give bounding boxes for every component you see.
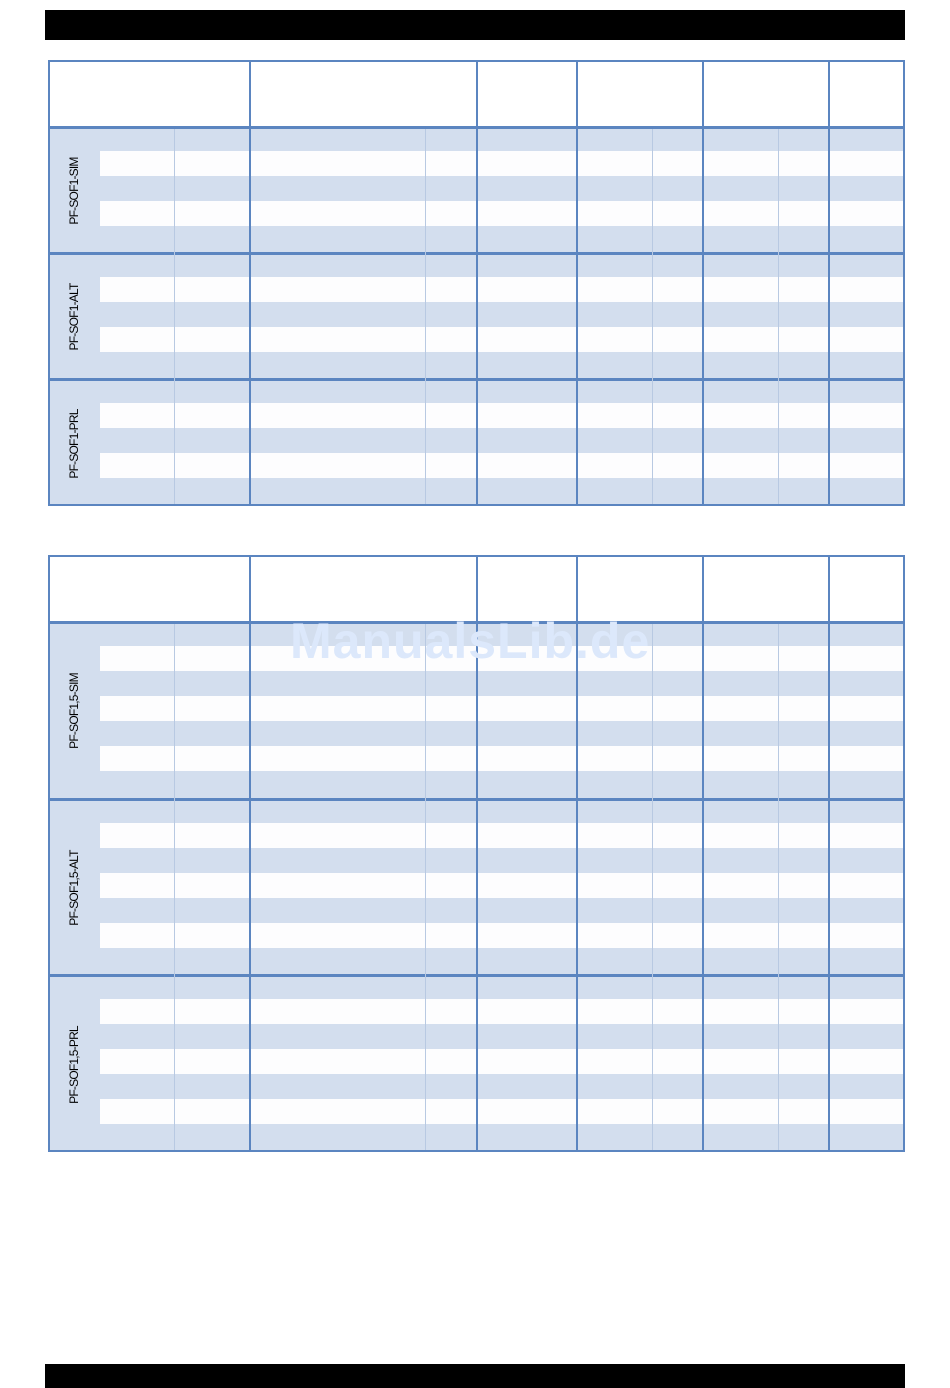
group-label: PF-SOF1,5-SIM [67,673,81,749]
header-bar [45,10,905,40]
group-label: PF-SOF1-PRL [67,408,81,479]
group-label: PF-SOF1-SIM [67,157,81,225]
table-1 [48,60,905,506]
group-label: PF-SOF1,5-PRL [67,1025,81,1104]
group-label: PF-SOF1-ALT [67,283,81,351]
footer-bar [45,1364,905,1388]
watermark: ManualsLib.de [290,613,651,669]
group-label: PF-SOF1,5-ALT [67,850,81,926]
